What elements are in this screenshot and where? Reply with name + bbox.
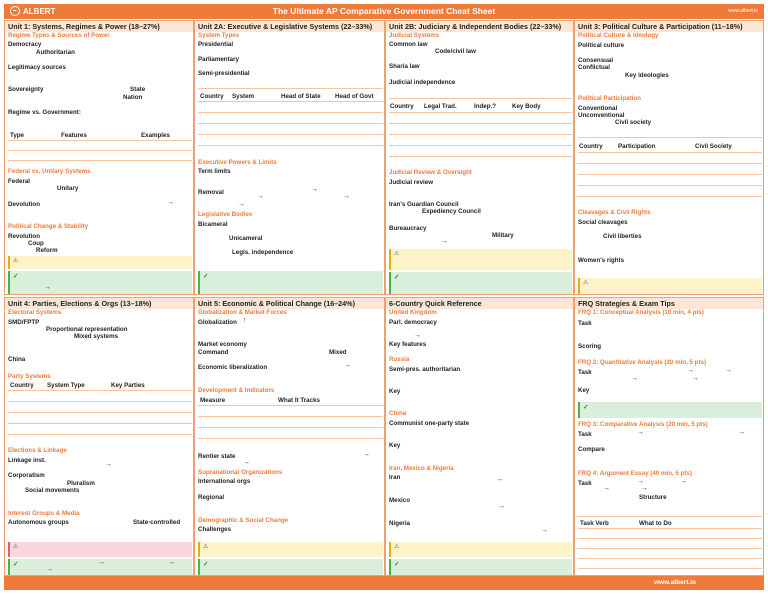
table-header: Head of Govt bbox=[335, 93, 374, 100]
term-label: Economic liberalization bbox=[198, 364, 268, 371]
term-label: Federal bbox=[8, 178, 31, 185]
term-label: Coup bbox=[28, 240, 44, 247]
footer-bar bbox=[4, 576, 764, 590]
arrow-icon: → bbox=[637, 478, 644, 485]
section-heading: Electoral Systems bbox=[8, 309, 62, 316]
table-header: System Type bbox=[47, 382, 85, 389]
term-label: Unitary bbox=[57, 185, 79, 192]
table-header: Legal Trad. bbox=[424, 103, 457, 110]
warning-callout bbox=[198, 542, 383, 557]
term-label: Code/civil law bbox=[435, 48, 476, 55]
term-label: Compare bbox=[578, 446, 605, 453]
panel-title: Unit 5: Economic & Political Change (16–24%) bbox=[195, 298, 384, 309]
table-header: Indep.? bbox=[474, 103, 496, 110]
arrow-icon: → bbox=[311, 186, 318, 193]
tip-callout bbox=[389, 272, 572, 294]
term-label: Devolution bbox=[8, 201, 40, 208]
section-heading: Globalization & Market Forces bbox=[198, 309, 287, 316]
panel-unit-1 bbox=[4, 20, 194, 295]
arrow-icon: → bbox=[46, 566, 53, 573]
arrow-icon: → bbox=[243, 459, 250, 466]
section-heading: Executive Powers & Limits bbox=[198, 159, 277, 166]
term-label: Presidential bbox=[198, 41, 234, 48]
term-label: Task bbox=[578, 431, 592, 438]
section-heading: Political Change & Stability bbox=[8, 223, 89, 230]
country-heading: United Kingdom bbox=[389, 309, 437, 316]
arrow-icon: → bbox=[343, 193, 350, 200]
arrow-icon: → bbox=[603, 485, 610, 492]
arrow-icon: → bbox=[167, 199, 174, 206]
term-label: International orgs bbox=[198, 478, 251, 485]
table-header: Features bbox=[61, 132, 87, 139]
term-label: Term limits bbox=[198, 168, 231, 175]
term-label: Social cleavages bbox=[578, 219, 628, 226]
term-label: Autonomous groups bbox=[8, 519, 69, 526]
arrow-icon: → bbox=[641, 485, 648, 492]
panel-title: Unit 4: Parties, Elections & Orgs (13–18%) bbox=[5, 298, 193, 309]
term-label: Civil liberties bbox=[603, 233, 642, 240]
warning-icon: ⚠ bbox=[13, 544, 19, 550]
arrow-icon: → bbox=[496, 476, 503, 483]
term-label: Regime vs. Government: bbox=[8, 109, 81, 116]
term-label: Scoring bbox=[578, 343, 602, 350]
term-label: Linkage inst. bbox=[8, 457, 46, 464]
country-heading: Iran, Mexico & Nigeria bbox=[389, 465, 454, 472]
tip-callout bbox=[389, 559, 572, 575]
section-heading: Interest Groups & Media bbox=[8, 510, 80, 517]
term-label: Mixed bbox=[329, 349, 347, 356]
section-heading: Legislative Bodies bbox=[198, 211, 253, 218]
warning-callout bbox=[389, 542, 572, 557]
term-label: Bureaucracy bbox=[389, 225, 427, 232]
term-label: Nigeria bbox=[389, 520, 410, 527]
term-label: Communist one-party state bbox=[389, 420, 470, 427]
term-label: SMD/FPTP bbox=[8, 319, 40, 326]
warning-callout bbox=[8, 256, 192, 269]
term-label: Unicameral bbox=[229, 235, 263, 242]
term-label: Judicial independence bbox=[389, 79, 456, 86]
warning-icon: ⚠ bbox=[13, 258, 19, 264]
term-label: Political culture bbox=[578, 42, 625, 49]
country-heading: Russia bbox=[389, 356, 410, 363]
term-label: Corporatism bbox=[8, 472, 45, 479]
arrow-icon: → bbox=[98, 559, 105, 566]
tip-callout bbox=[198, 559, 383, 575]
section-heading: FRQ 1: Conceptual Analysis (10 min, 4 pts) bbox=[578, 309, 704, 316]
table-header: Civil Society bbox=[695, 143, 732, 150]
arrow-icon: → bbox=[541, 527, 548, 534]
term-label: Sovereignty bbox=[8, 86, 44, 93]
check-icon: ✓ bbox=[394, 274, 400, 281]
tip-callout bbox=[578, 402, 762, 418]
section-heading: Cleavages & Civil Rights bbox=[578, 209, 651, 216]
check-icon: ✓ bbox=[583, 404, 589, 411]
section-heading: FRQ 2: Quantitative Analysis (20 min, 5 pts) bbox=[578, 359, 707, 366]
term-label: Removal bbox=[198, 189, 224, 196]
term-label: Legitimacy sources bbox=[8, 64, 66, 71]
up-arrow-icon: ↑ bbox=[243, 317, 247, 324]
term-label: Expediency Council bbox=[422, 208, 481, 215]
section-heading: Elections & Linkage bbox=[8, 447, 67, 454]
panel-unit-5 bbox=[194, 297, 385, 576]
warning-callout bbox=[578, 278, 762, 294]
term-label: Legis. independence bbox=[232, 249, 294, 256]
section-heading: Federal vs. Unitary Systems bbox=[8, 168, 91, 175]
term-label: Key ideologies bbox=[625, 72, 669, 79]
table-header: What It Tracks bbox=[278, 397, 320, 404]
warning-callout bbox=[8, 542, 192, 557]
term-label: Sharia law bbox=[389, 63, 420, 70]
warning-icon: ⚠ bbox=[583, 280, 589, 286]
country-heading: China bbox=[389, 410, 407, 417]
term-label: Reform bbox=[36, 247, 58, 254]
section-heading: Development & Indicators bbox=[198, 387, 275, 394]
term-label: Consensual bbox=[578, 57, 614, 64]
table-header: Participation bbox=[618, 143, 656, 150]
table-header: What to Do bbox=[639, 520, 672, 527]
panel-unit-2a bbox=[194, 20, 385, 295]
arrow-icon: → bbox=[680, 478, 687, 485]
term-label: Unconventional bbox=[578, 112, 625, 119]
term-label: Iran's Guardian Council bbox=[389, 201, 459, 208]
term-label: Command bbox=[198, 349, 229, 356]
term-label: Market economy bbox=[198, 341, 247, 348]
tip-callout bbox=[8, 271, 192, 294]
section-heading: FRQ 4: Argument Essay (40 min, 5 pts) bbox=[578, 470, 692, 477]
check-icon: ✓ bbox=[13, 273, 19, 280]
logo-text: ALBERT bbox=[23, 6, 56, 16]
arrow-icon: → bbox=[363, 451, 370, 458]
arrow-icon: → bbox=[44, 284, 51, 291]
panel-title: 6-Country Quick Reference bbox=[386, 298, 573, 309]
tip-callout bbox=[198, 271, 383, 294]
term-label: Iran bbox=[389, 474, 401, 481]
arrow-icon: → bbox=[631, 375, 638, 382]
term-label: Democracy bbox=[8, 41, 42, 48]
arrow-icon: → bbox=[168, 559, 175, 566]
section-heading: Demographic & Social Change bbox=[198, 517, 289, 524]
check-icon: ✓ bbox=[203, 273, 209, 280]
term-label: Conflictual bbox=[578, 64, 610, 71]
arrow-icon: → bbox=[257, 193, 264, 200]
term-label: State bbox=[130, 86, 146, 93]
term-label: Key bbox=[389, 442, 401, 449]
table-header: Examples bbox=[141, 132, 170, 139]
term-label: Common law bbox=[389, 41, 428, 48]
arrow-icon: → bbox=[105, 461, 112, 468]
section-heading: FRQ 3: Comparative Analysis (20 min, 5 pts) bbox=[578, 421, 708, 428]
arrow-icon: → bbox=[637, 429, 644, 436]
check-icon: ✓ bbox=[13, 561, 19, 568]
table-header: Country bbox=[579, 143, 603, 150]
term-label: Social movements bbox=[25, 487, 80, 494]
panel-title: Unit 2A: Executive & Legislative Systems (22–33%) bbox=[195, 21, 384, 32]
term-label: Globalization bbox=[198, 319, 237, 326]
panel-unit-4 bbox=[4, 297, 194, 576]
term-label: Task bbox=[578, 320, 592, 327]
warning-icon: ⚠ bbox=[394, 544, 400, 550]
term-label: Judicial review bbox=[389, 179, 434, 186]
term-label: Key features bbox=[389, 341, 427, 348]
panel-country-reference bbox=[385, 297, 574, 576]
section-heading: Party Systems bbox=[8, 373, 51, 380]
term-label: Rentier state bbox=[198, 453, 236, 460]
arrow-icon: → bbox=[738, 429, 745, 436]
term-label: Structure bbox=[639, 494, 667, 501]
table-header: Country bbox=[200, 93, 224, 100]
term-label: Regional bbox=[198, 494, 225, 501]
arrow-icon: → bbox=[498, 503, 505, 510]
panel-title: Unit 2B: Judiciary & Independent Bodies (22–33%) bbox=[386, 21, 573, 32]
arrow-icon: → bbox=[687, 367, 694, 374]
arrow-icon: → bbox=[725, 367, 732, 374]
table-header: Country bbox=[390, 103, 414, 110]
check-icon: ✓ bbox=[203, 561, 209, 568]
term-label: Civil society bbox=[615, 119, 652, 126]
term-label: Parl. democracy bbox=[389, 319, 437, 326]
term-label: Pluralism bbox=[67, 480, 95, 487]
term-label: Parliamentary bbox=[198, 56, 239, 63]
term-label: Task bbox=[578, 369, 592, 376]
check-icon: ✓ bbox=[394, 561, 400, 568]
table-header: Country bbox=[10, 382, 34, 389]
page-title: The Ultimate AP Comparative Government Cheat Sheet bbox=[272, 6, 496, 16]
term-label: Conventional bbox=[578, 105, 618, 112]
arrow-icon: → bbox=[344, 362, 351, 369]
section-heading: Judicial Systems bbox=[389, 32, 440, 39]
table-header: Head of State bbox=[281, 93, 321, 100]
warning-icon: ⚠ bbox=[394, 251, 400, 257]
term-label: China bbox=[8, 356, 26, 363]
section-heading: Political Participation bbox=[578, 95, 641, 102]
panel-frq bbox=[574, 297, 764, 576]
panel-title: Unit 3: Political Culture & Participation (11–18%) bbox=[575, 21, 763, 32]
panel-title: Unit 1: Systems, Regimes & Power (18–27%) bbox=[5, 21, 193, 32]
term-label: Semi-pres. authoritarian bbox=[389, 366, 461, 373]
section-heading: Regime Types & Sources of Power bbox=[8, 32, 110, 39]
term-label: Mixed systems bbox=[74, 333, 119, 340]
section-heading: Supranational Organizations bbox=[198, 469, 283, 476]
panel-title: FRQ Strategies & Exam Tips bbox=[575, 298, 763, 309]
arrow-icon: → bbox=[414, 332, 421, 339]
term-label: Mexico bbox=[389, 497, 410, 504]
term-label: Challenges bbox=[198, 526, 232, 533]
term-label: Nation bbox=[123, 94, 143, 101]
table-header: Type bbox=[10, 132, 24, 139]
tip-callout bbox=[8, 559, 192, 575]
warning-icon: ⚠ bbox=[203, 544, 209, 550]
term-label: Semi-presidential bbox=[198, 70, 250, 77]
table-header: Key Parties bbox=[111, 382, 145, 389]
panel-unit-3 bbox=[574, 20, 764, 295]
table-header: System bbox=[232, 93, 255, 100]
panel-unit-2b bbox=[385, 20, 574, 295]
term-label: Revolution bbox=[8, 233, 40, 240]
term-label: Women's rights bbox=[578, 257, 625, 264]
term-label: Proportional representation bbox=[46, 326, 128, 333]
arrow-icon: → bbox=[441, 238, 448, 245]
term-label: Bicameral bbox=[198, 221, 228, 228]
term-label: Authoritarian bbox=[36, 49, 75, 56]
header-bar bbox=[4, 4, 764, 19]
term-label: Key bbox=[578, 387, 590, 394]
term-label: State-controlled bbox=[133, 519, 181, 526]
table-header: Measure bbox=[200, 397, 226, 404]
term-label: Military bbox=[492, 232, 514, 239]
term-label: Task bbox=[578, 480, 592, 487]
header-url-link[interactable]: www.albert.io bbox=[728, 8, 758, 14]
table-header: Key Body bbox=[512, 103, 541, 110]
footer-url-link[interactable]: www.albert.io bbox=[653, 579, 696, 586]
table-header: Task Verb bbox=[580, 520, 609, 527]
warning-callout bbox=[389, 249, 572, 270]
term-label: Key bbox=[389, 388, 401, 395]
section-heading: Judicial Review & Oversight bbox=[389, 169, 472, 176]
section-heading: System Types bbox=[198, 32, 240, 39]
section-heading: Political Culture & Ideology bbox=[578, 32, 659, 39]
arrow-icon: → bbox=[692, 375, 699, 382]
arrow-icon: → bbox=[238, 201, 245, 208]
